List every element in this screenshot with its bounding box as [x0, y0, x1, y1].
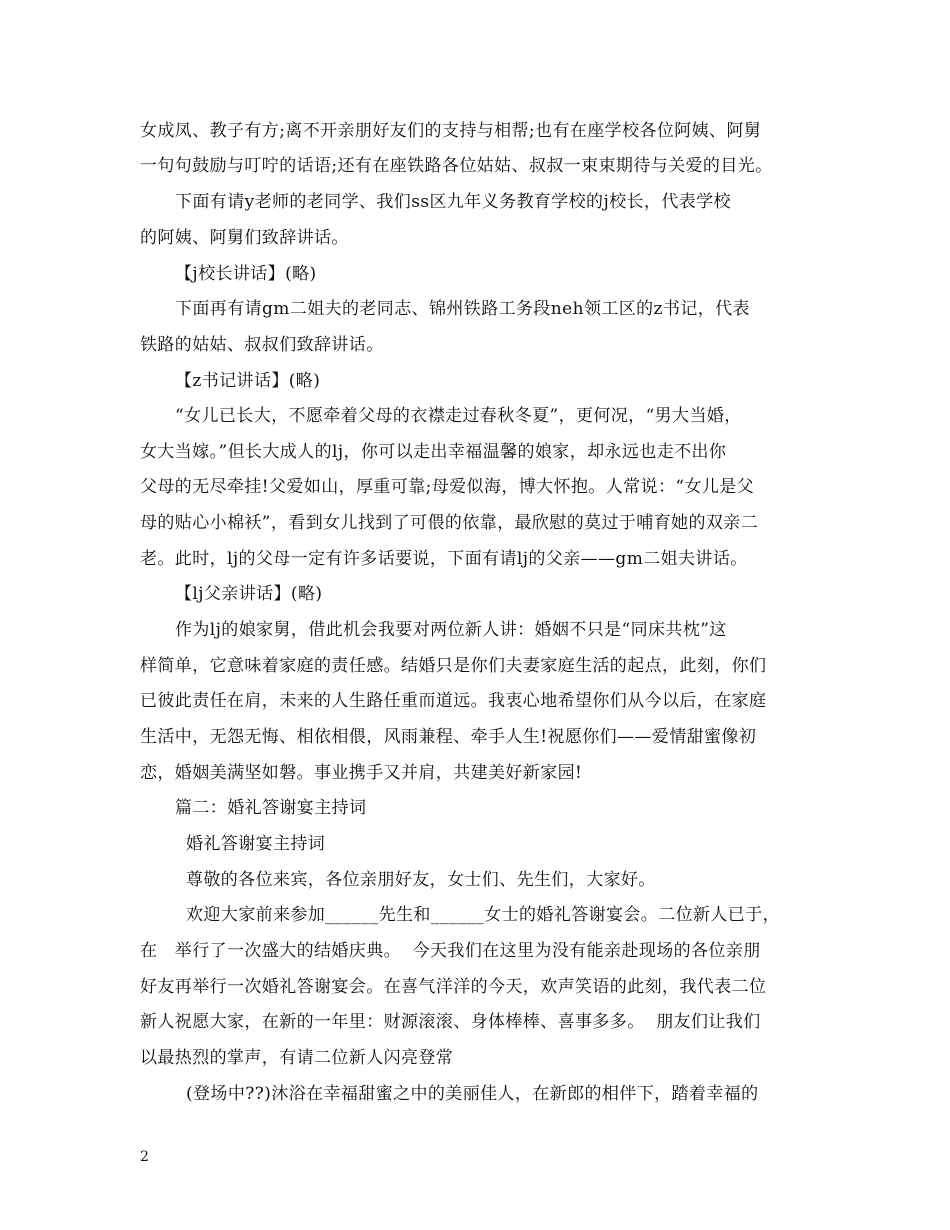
- text-line: 铁路的姑姑、叔叔们致辞讲话。: [140, 335, 384, 355]
- section-note: 【lj父亲讲话】(略): [175, 584, 323, 604]
- text-line: “女儿已长大，不愿牵着父母的衣襟走过春秋冬夏”，更何况，“男大当婚，: [175, 406, 742, 426]
- text-line: 尊敬的各位来宾，各位亲朋好友，女士们、先生们，大家好。: [186, 870, 656, 890]
- page-number: 2: [140, 1149, 149, 1165]
- text-line: 已彼此责任在肩，未来的人生路任重而道远。我衷心地希望你们从今以后，在家庭: [140, 691, 767, 711]
- text-line: 一句句鼓励与叮咛的话语;还有在座铁路各位姑姑、叔叔一束束期待与关爱的目光。: [140, 156, 773, 176]
- text-line: 新人祝愿大家，在新的一年里：财源滚滚、身体棒棒、喜事多多。 朋友们让我们: [140, 1012, 761, 1032]
- section-subheading: 婚礼答谢宴主持词: [186, 834, 326, 854]
- text-line: 老。此时，lj的父母一定有许多话要说，下面有请lj的父亲——gm二姐夫讲话。: [140, 549, 748, 569]
- text-line: 父母的无尽牵挂!父爱如山，厚重可靠;母爱似海，博大怀抱。人常说：“女儿是父: [140, 477, 755, 497]
- text-line: 样简单，它意味着家庭的责任感。结婚只是你们夫妻家庭生活的起点，此刻，你们: [140, 656, 767, 676]
- text-line: 女成凤、教子有方;离不开亲朋好友们的支持与相帮;也有在座学校各位阿姨、阿舅: [140, 121, 762, 141]
- section-note: 【j校长讲话】(略): [175, 264, 317, 284]
- text-line: 女大当嫁。”但长大成人的lj，你可以走出幸福温馨的娘家，却永远也走不出你: [140, 442, 727, 462]
- text-line: 的阿姨、阿舅们致辞讲话。: [140, 228, 349, 248]
- text-line: 恋，婚姻美满坚如磐。事业携手又并肩，共建美好新家园!: [140, 763, 583, 783]
- section-heading: 篇二：婚礼答谢宴主持词: [175, 798, 367, 818]
- text-line: 欢迎大家前来参加______先生和______女士的婚礼答谢宴会。二位新人已于，: [186, 905, 780, 925]
- text-line: 生活中，无怨无悔、相依相偎，风雨兼程、牵手人生!祝愿你们——爱情甜蜜像初: [140, 727, 757, 747]
- text-line: (登场中??)沐浴在幸福甜蜜之中的美丽佳人，在新郎的相伴下，踏着幸福的: [186, 1084, 759, 1104]
- text-line: 在 举行了一次盛大的结婚庆典。 今天我们在这里为没有能亲赴现场的各位亲朋: [140, 941, 761, 961]
- text-line: 下面有请y老师的老同学、我们ss区九年义务教育学校的j校长，代表学校: [175, 192, 731, 212]
- text-line: 母的贴心小棉袄”，看到女儿找到了可偎的依靠，最欣慰的莫过于哺育她的双亲二: [140, 513, 759, 533]
- text-line: 以最热烈的掌声，有请二位新人闪亮登常: [140, 1048, 454, 1068]
- text-line: 作为lj的娘家舅，借此机会我要对两位新人讲：婚姻不只是“同床共枕”这: [175, 620, 727, 640]
- section-note: 【z书记讲话】(略): [175, 371, 321, 391]
- text-line: 下面再有请gm二姐夫的老同志、锦州铁路工务段neh领工区的z书记，代表: [175, 299, 750, 319]
- text-line: 好友再举行一次婚礼答谢宴会。在喜气洋洋的今天，欢声笑语的此刻，我代表二位: [140, 977, 767, 997]
